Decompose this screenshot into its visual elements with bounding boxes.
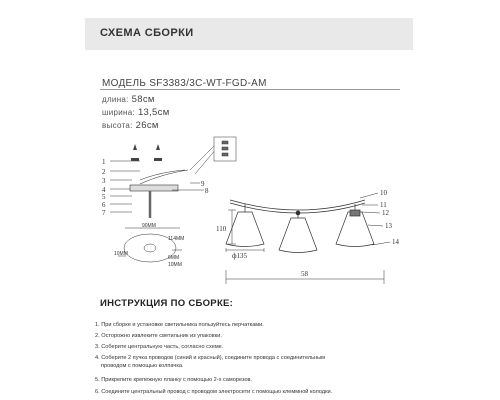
page-title: СХЕМА СБОРКИ [100,27,194,39]
part-num: 8 [205,187,209,195]
part-num: 2 [102,168,106,176]
dim-label: 10ММ [114,251,128,257]
part-num: 7 [102,209,106,217]
part-num: 6 [102,201,106,209]
part-num: 1 [102,158,106,166]
ceiling-screws [131,144,162,161]
dim-label: ф135 [232,252,248,260]
part-num: 12 [382,209,389,217]
terminal-block [190,137,236,174]
part-num: 13 [385,222,392,230]
part-num: 10 [380,189,387,197]
length-label: длина: [102,95,129,104]
height-label: высота: [102,121,133,130]
dim-label: 6ММ [168,255,180,261]
dim-label: 58 [301,270,308,278]
instructions-title: ИНСТРУКЦИЯ ПО СБОРКЕ: [100,298,234,309]
dim-label: 10ММ [168,262,182,268]
width-label: ширина: [102,108,135,117]
part-num: 4 [102,186,106,194]
instruction-step: 3. Соберите центральную часть, согласно схеме. [95,344,224,350]
length-value: 58см [131,94,155,105]
instruction-step: 5. Прикрепите крепежную планку с помощью 2-х саморезов. [95,377,253,383]
height-value: 26см [135,120,159,131]
part-num: 11 [380,201,387,209]
model-text: МОДЕЛЬ SF3383/3C-WT-FGD-AM [102,78,267,89]
width-value: 13,5см [137,107,170,118]
instruction-step: проводом с помощью колпачка. [101,363,184,369]
instruction-step: 6. Соедините центральный провод с проводом электросети с помощью клеммной колодки. [95,389,333,395]
instruction-step: 2. Осторожно извлеките светильник из упаковки. [95,333,222,339]
part-num: 3 [102,177,106,185]
dim-label: 110 [216,225,227,233]
dim-label: 114ММ [168,236,185,242]
dim-label: 90ММ [142,223,156,229]
part-num: 5 [102,193,106,201]
instruction-step: 4. Соберите 2 пучка проводов (синий и красный), соедините провода с соединительным [95,355,326,361]
fixture-shades [226,210,374,253]
part-num: 9 [201,180,205,188]
part-num: 14 [392,238,399,246]
instruction-step: 1. При сборке и установке светильника пользуйтесь перчатками. [95,322,264,328]
mounting-plate [130,170,188,218]
